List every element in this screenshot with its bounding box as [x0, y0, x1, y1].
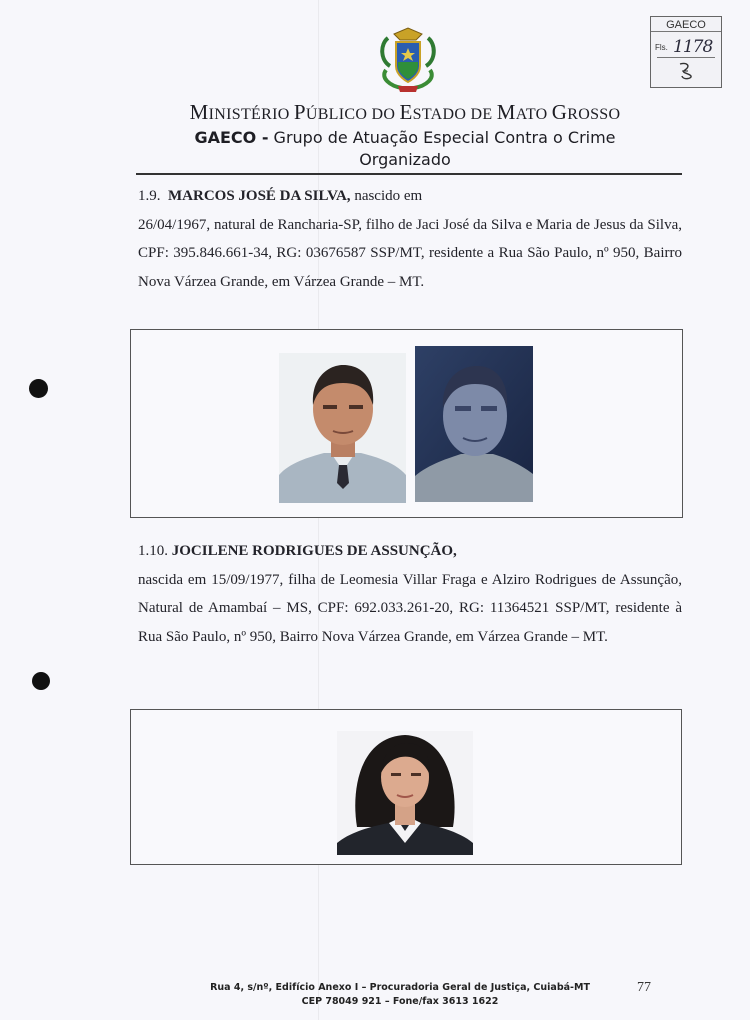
- gaeco-subtitle: GAECO - Grupo de Atuação Especial Contra o Crime Organizado: [194, 128, 616, 169]
- stamp-agency: GAECO: [651, 17, 721, 32]
- state-coat-of-arms-icon: [372, 26, 444, 98]
- stamp-folio-number: 1178: [673, 37, 713, 57]
- punch-hole: [32, 672, 50, 690]
- entry-text: 26/04/1967, natural de Rancharia-SP, filho de Jaci José da Silva e Maria de Jesus da Silva, CPF: 395.846.661-34, RG: 03676587 SSP/MT, residente a Rua São Paulo, nº 950, Bairro Nova Várzea Grande, em Várzea Grande – MT.: [138, 216, 682, 290]
- photo-frame-2: [130, 709, 682, 865]
- person-photo: [337, 731, 473, 855]
- entry-1-10: [138, 537, 682, 651]
- person-name: JOCILENE RODRIGUES DE ASSUNÇÃO,: [171, 543, 457, 559]
- stamp-fls-label: Fls.: [655, 43, 668, 52]
- entry-lead: 1.10. JOCILENE RODRIGUES DE ASSUNÇÃO,: [138, 543, 457, 559]
- person-photo: [279, 353, 406, 503]
- photo-frame-1: [130, 329, 683, 518]
- footer-address: Rua 4, s/nº, Edifício Anexo I – Procuradoria Geral de Justiça, Cuiabá-MT: [210, 982, 590, 993]
- stamp-signature-icon: [677, 61, 695, 81]
- footer-contact: CEP 78049 921 – Fone/fax 3613 1622: [301, 996, 499, 1007]
- page-number: 77: [637, 980, 651, 995]
- person-name: MARCOS JOSÉ DA SILVA,: [168, 188, 351, 204]
- ministry-title: MINISTÉRIO PÚBLICO DO ESTADO DE MATO GROSSO: [189, 100, 621, 124]
- entry-1-9: [138, 182, 682, 296]
- person-photo: [415, 346, 533, 502]
- protocol-stamp: [650, 16, 722, 88]
- entry-lead: 1.9. MARCOS JOSÉ DA SILVA, nascido em: [138, 188, 423, 204]
- header-divider: [136, 173, 682, 175]
- document-header: [0, 100, 750, 171]
- punch-hole: [29, 379, 48, 398]
- entry-text: nascida em 15/09/1977, filha de Leomesia Villar Fraga e Alziro Rodrigues de Assunção, Natural de Amambaí – MS, CPF: 692.033.261-20, RG: 11364521 SSP/MT, residente à Rua São Paulo, nº 950, Bairro Nova Várzea Grande, em Várzea Grande – MT.: [138, 571, 682, 645]
